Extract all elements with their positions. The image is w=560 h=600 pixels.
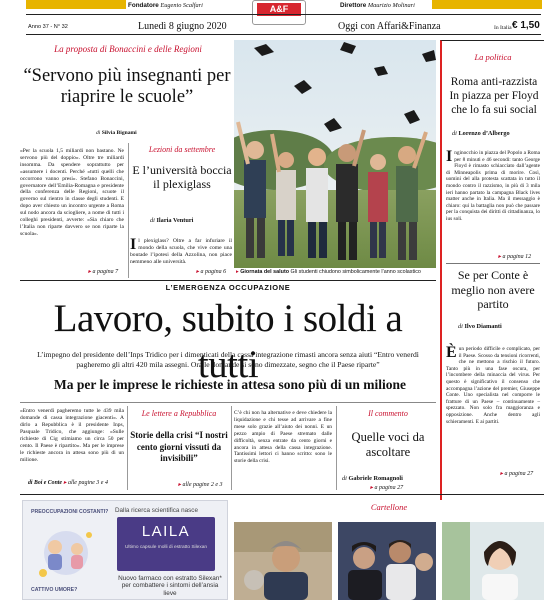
lead-byline-prefix: di xyxy=(96,130,101,136)
commento-byline-prefix: di xyxy=(342,475,347,482)
main-byline-row: di Boi e Conte ▸ alle pagine 3 e 4 xyxy=(28,480,108,486)
politica-body: Inginocchio in piazza del Popolo a Roma per 8 minuti e 46 secondi: tanto George Floyd è rimasto schiacciato dall’agente di Minneapolis prima di morire. Così, uomini del alla protesta scattata in tutto il mondo contro il razzismo, in più di 3 mila ieri hanno partato la campagna Black lives matter anche in Italia. Ma il messaggio è chiaro: qui la battaglia non può che passare per la conquista dei diritti di cittadinanza, lo ius soli. xyxy=(446,148,540,222)
school-kicker: Lezioni da settembre xyxy=(148,145,216,154)
supplement: Oggi con Affari&Finanza xyxy=(338,21,441,32)
lead-more-link[interactable]: ▸ a pagina 7 xyxy=(88,269,119,275)
photo-caption-text: Gli studenti chiudono simbolicamente l’anno scolastico xyxy=(290,269,421,275)
ad-question-1: PREOCCUPAZIONI COSTANTI? xyxy=(31,509,109,515)
commento-more-link[interactable]: ▸ a pagina 27 xyxy=(370,485,404,491)
letters-more-link[interactable]: ▸ alle pagine 2 e 3 xyxy=(178,482,223,488)
lead-headline[interactable]: “Servono più insegnanti per riaprire le scuole” xyxy=(23,66,231,107)
main-subhead: Ma per le imprese le richieste in attesa sono più di un milione xyxy=(54,377,406,392)
price: € 1,50 xyxy=(512,20,540,31)
director-name: Maurizio Molinari xyxy=(367,2,415,9)
photo-caption-label: Giornata del saluto xyxy=(240,269,290,275)
politica-headline[interactable]: Roma anti-razzista In piazza per Floyd che lo fa sui social xyxy=(449,76,539,116)
ad-question-2: CATTIVO UMORE? xyxy=(31,587,78,593)
price-label: In Italia xyxy=(494,25,512,31)
ad-research: Dalla ricerca scientifica nasce xyxy=(115,507,198,514)
founder xyxy=(128,2,203,10)
ad-illustration xyxy=(33,523,99,583)
graduation-photo xyxy=(234,40,436,268)
main-kicker: L’EMERGENZA OCCUPAZIONE xyxy=(165,283,291,292)
ad-pack-text: Ultimo capsule molli di estratto Silexan xyxy=(124,545,208,550)
school-byline-name: Ilaria Venturi xyxy=(156,217,194,224)
commento-more-text: a pagina 27 xyxy=(374,485,404,491)
laila-advertisement[interactable] xyxy=(22,500,228,600)
logo-text: A&F xyxy=(257,3,301,16)
opinion-byline-name: Ilvo Diamanti xyxy=(464,323,502,330)
letters-kicker: Le lettere a Repubblica xyxy=(141,409,217,418)
lead-byline-name: Silvia Bignami xyxy=(101,130,137,136)
main-more-text[interactable]: alle pagine 3 e 4 xyxy=(67,480,108,486)
opinion-headline[interactable]: Se per Conte è meglio non avere partito xyxy=(451,268,535,311)
masthead-left-ad xyxy=(26,0,126,9)
director-label: Direttore xyxy=(340,2,367,9)
opinion-byline-prefix: di xyxy=(458,323,463,330)
commento-byline xyxy=(342,475,403,483)
masthead xyxy=(0,0,560,36)
letters-more-text: alle pagine 2 e 3 xyxy=(182,482,223,488)
politica-more-text: a pagina 12 xyxy=(502,254,532,260)
commento-byline-name: Gabriele Romagnoli xyxy=(348,475,403,482)
lead-kicker: La proposta di Bonaccini e delle Regioni xyxy=(54,44,202,54)
opinion-more-link[interactable]: ▸ a pagina 27 xyxy=(500,471,534,477)
politica-kicker: La politica xyxy=(474,52,512,62)
school-byline xyxy=(150,217,193,225)
cartellone-kicker: Cartellone xyxy=(370,502,408,512)
school-byline-prefix: di xyxy=(150,217,155,224)
founder-label: Fondatore xyxy=(128,2,159,9)
lead-body: «Per la scuola 1,5 miliardi non bastano. Ne servono più del doppio». Oltre tre miliardi insomma. Da spendere soprattutto per «assumere i docenti. Perché «tutti quelli che occorrono vanno presi». Stefano Bonaccini, governatore dell’Emilia-Romagna e presidente della conferenza delle Regioni, scuote il governo sul rientro in classe degli studenti. E dopo aver chiesto un incontro urgente a Roma sul nodo ancora da sciogliere, a nome di tutti i colleghi presidenti, avverte: «Sia chiaro che l’Italia non riparte davvero se non riparte la scuola». xyxy=(20,148,124,237)
politica-byline-name: Lorenzo d’Albergo xyxy=(458,130,510,137)
lead-byline xyxy=(96,130,137,137)
school-more-text: a pagina 6 xyxy=(200,269,227,275)
issue-number: Anno 37 - N° 32 xyxy=(28,24,68,30)
main-deck: L’impegno del presidente dell’Inps Tridico per i dimenticati della cassa integrazione rimasti ancora senza aiuti “Entro venerdì pagheremo gli altri 420 mila assegni. Ora le domande si sono dimezzate, segno che il Paese riparte” xyxy=(37,350,419,369)
letters-headline[interactable]: Storie della crisi “I nostri cento giorni vissuti da invisibili” xyxy=(130,430,228,463)
school-more-link[interactable]: ▸ a pagina 6 xyxy=(196,269,227,275)
founder-name: Eugenio Scalfari xyxy=(160,2,203,9)
masthead-right-ad xyxy=(432,0,542,9)
politica-byline xyxy=(452,130,510,138)
ad-brand: LAILA xyxy=(141,523,191,540)
cartellone-photo-3[interactable] xyxy=(442,522,544,600)
ad-drug-text: Nuovo farmaco con estratto Silexan* per combattere i sintomi dell’ansia lieve xyxy=(118,575,222,597)
opinion-byline xyxy=(458,323,502,331)
main-byline: di Boi e Conte xyxy=(28,480,62,486)
politica-byline-prefix: di xyxy=(452,130,457,137)
cartellone-photo-2[interactable] xyxy=(338,522,436,600)
issue-date: Lunedì 8 giugno 2020 xyxy=(138,21,227,32)
letters-body: C’è chi non ha alternative e deve chiedere la liquidazione e chi tesse ad arrivare a fine mese solo grazie all’aiuto dei nonni. E un pezzo ampio di Paese stremato dalle difficoltà, senza entrate da cento giorni e ancora in attesa della cassa integrazione. Tantissimi lettori ci hanno scritto: sono le storie della crisi. xyxy=(234,410,332,465)
ad-pack xyxy=(117,517,215,571)
lead-more-text: a pagina 7 xyxy=(92,269,119,275)
politica-more-link[interactable]: ▸ a pagina 12 xyxy=(498,254,532,260)
photo-caption: ▸ Giornata del saluto Gli studenti chiudono simbolicamente l’anno scolastico xyxy=(236,269,421,275)
opinion-body: Èun periodo difficile e complicato, per il Paese. Scosso da tensioni ricorrenti, che ne mettono a rischio il futuro. Tanto più in una fase oscura, per l’incombere della minaccia del virus. Per questo è significativo il consenso che accompagna l’azione del premier, Giuseppe Conte. Uno specialista nel comporre le fratture di un Paese – continuamente – spezzato. Non solo fra maggioranza e opposizione. Anche dentro agli schieramenti. E ai partiti. xyxy=(446,344,540,425)
main-headline[interactable]: Lavoro, subito i soldi a tutti xyxy=(53,297,403,386)
school-headline[interactable]: E l’università boccia il plexiglass xyxy=(132,163,232,191)
school-body: Il plexiglass? Oltre a far infuriare il mondo della scuola, che vive come una boutade l’ipotesi della Azzolina, non piace nemmeno alle università. xyxy=(130,236,232,265)
cartellone-photo-1[interactable] xyxy=(234,522,332,600)
logo xyxy=(252,0,306,25)
director xyxy=(340,2,415,10)
commento-headline[interactable]: Quelle voci da ascoltare xyxy=(351,430,425,459)
main-body: «Entro venerdì pagheremo tutte le 439 mila domande di cassa integrazione giacenti». A dirlo a Repubblica è il presidente Inps, Pasquale Tridico, che aggiunge: «Sulle richieste di Cig stimiamo un circa 50 per cento. Il Paese è ripartito». Ma per le imprese le richieste ancora in attesa sono più di un milione. xyxy=(20,408,124,463)
opinion-more-text: a pagina 27 xyxy=(504,471,534,477)
commento-kicker: Il commento xyxy=(368,409,408,418)
